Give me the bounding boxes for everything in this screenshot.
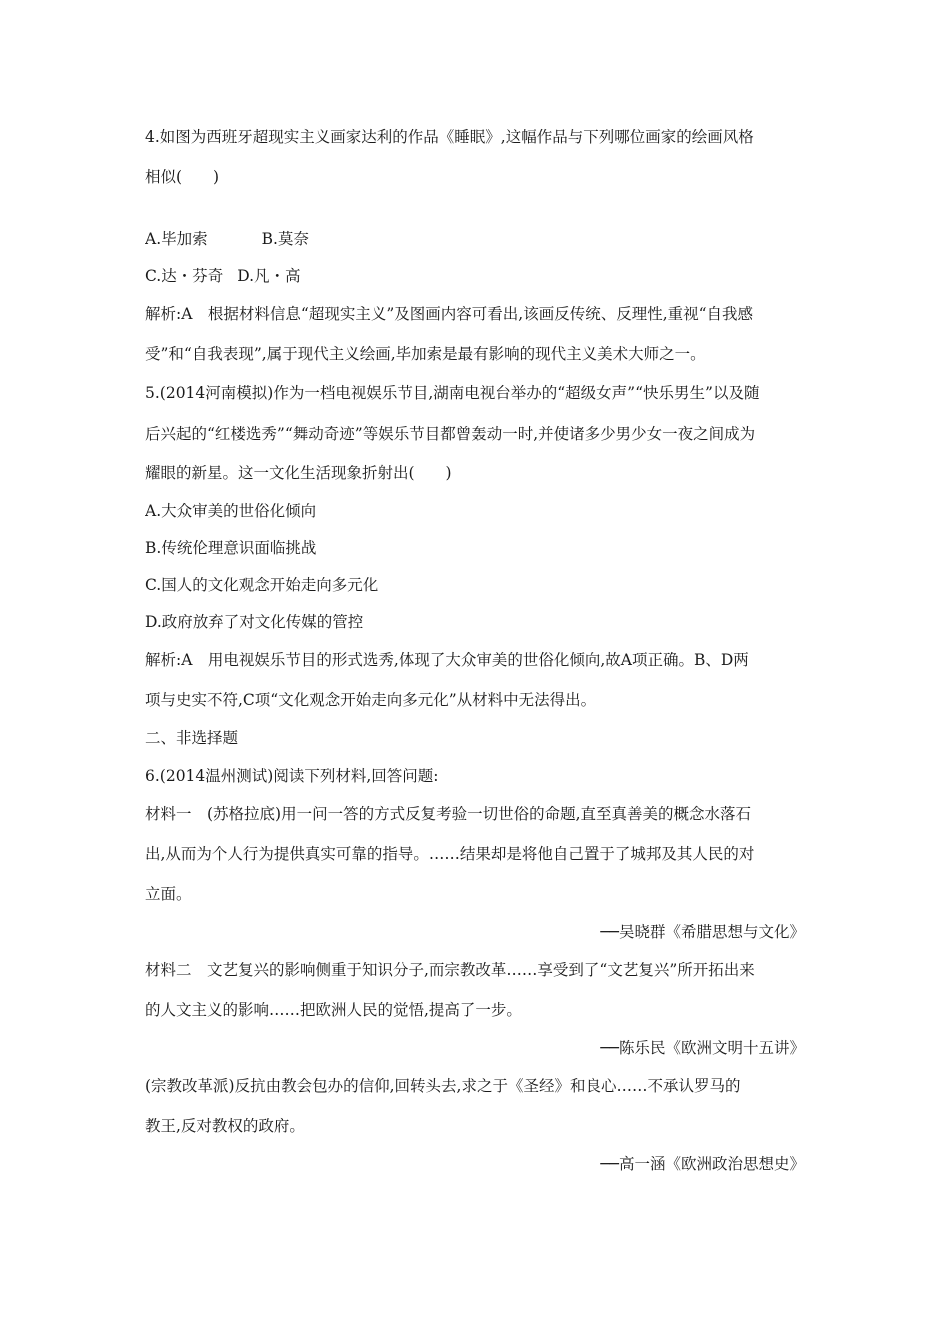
q6-material-1-line-1: 材料一 (苏格拉底)用一问一答的方式反复考验一切世俗的命题,直至真善美的概念水落石 — [145, 805, 752, 823]
q6-material-2-line-2: 的人文主义的影响……把欧洲人民的觉悟,提高了一步。 — [145, 1001, 522, 1019]
q6-material-1-source: ──吴晓群《希腊思想与文化》 — [600, 923, 805, 941]
q6-material-2-line-1: 材料二 文艺复兴的影响侧重于知识分子,而宗教改革……享受到了“文艺复兴”所开拓出来 — [145, 961, 755, 979]
q6-material-2-source-1: ──陈乐民《欧洲文明十五讲》 — [600, 1039, 805, 1057]
q5-option-a: A.大众审美的世俗化倾向 — [145, 502, 317, 520]
q4-options-row-2 — [145, 266, 810, 286]
q4-analysis-line-1: 解析:A 根据材料信息“超现实主义”及图画内容可看出,该画反传统、反理性,重视“自我感 — [145, 305, 754, 323]
q5-analysis-line-2: 项与史实不符,C项“文化观念开始走向多元化”从材料中无法得出。 — [145, 691, 597, 709]
q6-material-2-source-2: ──高一涵《欧洲政治思想史》 — [600, 1155, 805, 1173]
q5-option-c: C.国人的文化观念开始走向多元化 — [145, 576, 379, 594]
q5-stem-line-3: 耀眼的新星。这一文化生活现象折射出( ) — [145, 464, 452, 482]
section-heading: 二、非选择题 — [145, 729, 239, 747]
q4-option-a: A.毕加索 — [145, 230, 208, 248]
q5-option-d: D.政府放弃了对文化传媒的管控 — [145, 613, 364, 631]
q6-material-1-line-3: 立面。 — [145, 885, 192, 903]
q6-material-1-line-2: 出,从而为个人行为提供真实可靠的指导。……结果却是将他自己置于了城邦及其人民的对 — [145, 845, 755, 863]
q6-material-2-line-4: 教王,反对教权的政府。 — [145, 1117, 305, 1135]
q5-analysis-line-1: 解析:A 用电视娱乐节目的形式选秀,体现了大众审美的世俗化倾向,故A项正确。B、D两 — [145, 651, 749, 669]
q4-option-b: B.莫奈 — [261, 230, 309, 248]
q4-stem-line-2: 相似( ) — [145, 168, 220, 186]
q5-stem-line-2: 后兴起的“红楼选秀”“舞动奇迹”等娱乐节目都曾轰动一时,并使诸多少男少女一夜之间成为 — [145, 425, 756, 443]
q5-stem-line-1: 5.(2014河南模拟)作为一档电视娱乐节目,湖南电视台举办的“超级女声”“快乐男生”以及随 — [145, 384, 760, 402]
q4-options-row-1 — [145, 229, 810, 249]
q4-stem-line-1: 4.如图为西班牙超现实主义画家达利的作品《睡眠》,这幅作品与下列哪位画家的绘画风格 — [145, 128, 754, 146]
q5-option-b: B.传统伦理意识面临挑战 — [145, 539, 317, 557]
q4-analysis-line-2: 受”和“自我表现”,属于现代主义绘画,毕加索是最有影响的现代主义美术大师之一。 — [145, 345, 706, 363]
q4-option-d: D.凡・高 — [237, 267, 301, 285]
q4-option-c: C.达・芬奇 — [145, 267, 224, 285]
q6-material-2-line-3: (宗教改革派)反抗由教会包办的信仰,回转头去,求之于《圣经》和良心……不承认罗马的 — [145, 1077, 741, 1095]
q6-stem: 6.(2014温州测试)阅读下列材料,回答问题: — [145, 767, 439, 785]
